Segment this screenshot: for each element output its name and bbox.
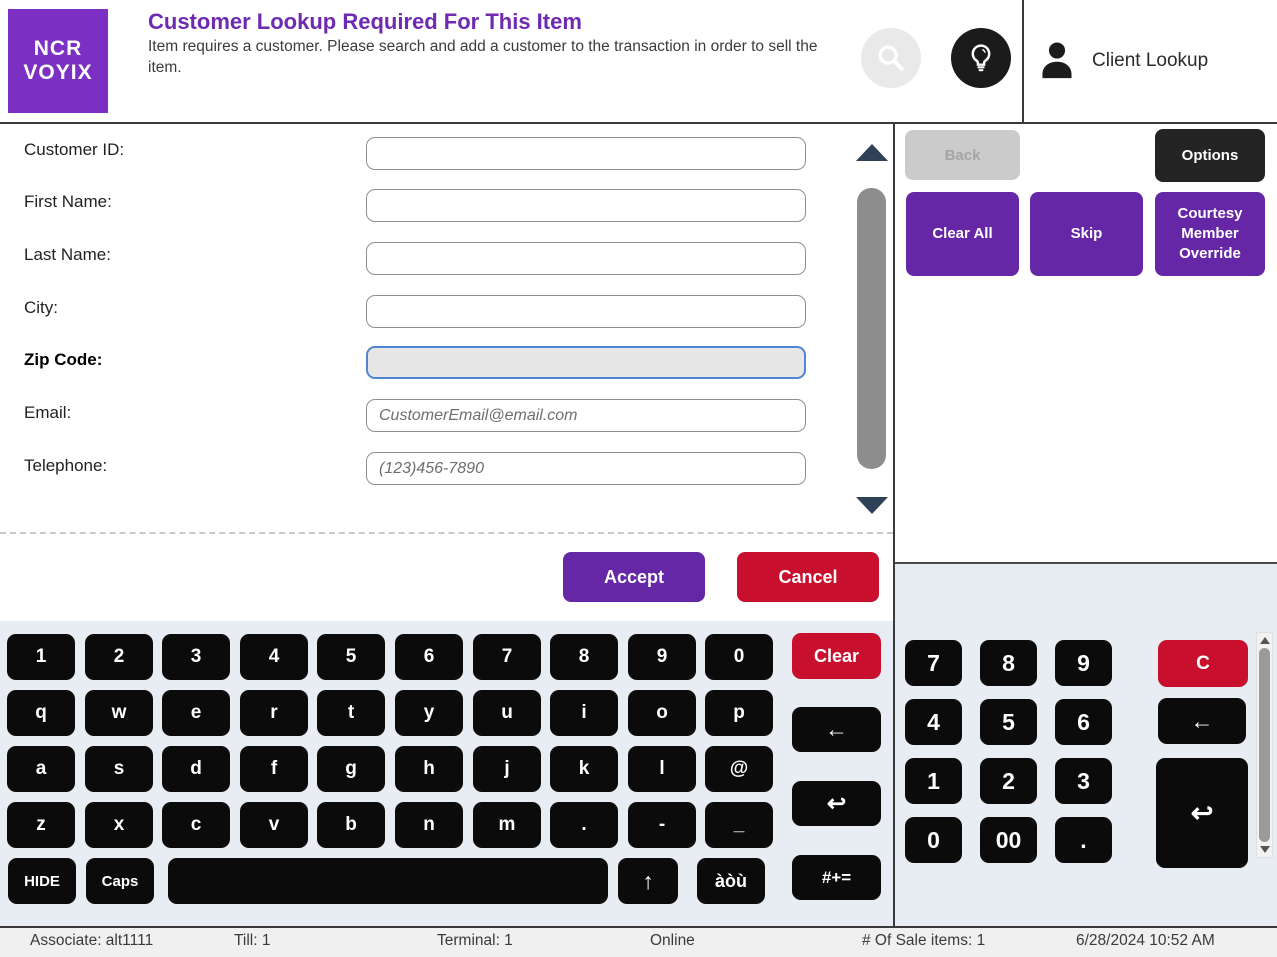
key-p[interactable]: p bbox=[705, 690, 773, 736]
keypad-key-6[interactable]: 6 bbox=[1055, 699, 1112, 745]
header-divider bbox=[1022, 0, 1024, 123]
scrollbar-up-icon[interactable] bbox=[1260, 637, 1270, 644]
key-r[interactable]: r bbox=[240, 690, 308, 736]
ncr-voyix-logo bbox=[8, 9, 108, 113]
shift-up-button[interactable]: ↑ bbox=[618, 858, 678, 904]
courtesy-member-override-button[interactable]: Courtesy Member Override bbox=[1155, 192, 1265, 276]
lightbulb-icon[interactable] bbox=[951, 28, 1011, 88]
keyboard-backspace-button[interactable]: ← bbox=[792, 707, 881, 752]
key-8[interactable]: 8 bbox=[550, 634, 618, 680]
keypad-key-8[interactable]: 8 bbox=[980, 640, 1037, 686]
last-name-label: Last Name: bbox=[24, 245, 111, 264]
key-v[interactable]: v bbox=[240, 802, 308, 848]
keypad-key-5[interactable]: 5 bbox=[980, 699, 1037, 745]
first-name-label: First Name: bbox=[24, 192, 112, 211]
scroll-up-arrow-icon[interactable] bbox=[856, 144, 888, 161]
skip-button[interactable]: Skip bbox=[1030, 192, 1143, 276]
key-h[interactable]: h bbox=[395, 746, 463, 792]
keypad-clear-button[interactable]: C bbox=[1158, 640, 1248, 687]
key-q[interactable]: q bbox=[7, 690, 75, 736]
key-e[interactable]: e bbox=[162, 690, 230, 736]
key-m[interactable]: m bbox=[473, 802, 541, 848]
scroll-down-arrow-icon[interactable] bbox=[856, 497, 888, 514]
key-0[interactable]: 0 bbox=[705, 634, 773, 680]
key-d[interactable]: d bbox=[162, 746, 230, 792]
key-b[interactable]: b bbox=[317, 802, 385, 848]
key-1[interactable]: 1 bbox=[7, 634, 75, 680]
city-label: City: bbox=[24, 298, 58, 317]
form-footer-separator bbox=[0, 532, 893, 534]
key-@[interactable]: @ bbox=[705, 746, 773, 792]
key-s[interactable]: s bbox=[85, 746, 153, 792]
email-input[interactable] bbox=[366, 399, 806, 432]
keypad-key-7[interactable]: 7 bbox=[905, 640, 962, 686]
keypad-scrollbar[interactable] bbox=[1256, 632, 1273, 858]
key-w[interactable]: w bbox=[85, 690, 153, 736]
key-x[interactable]: x bbox=[85, 802, 153, 848]
key-6[interactable]: 6 bbox=[395, 634, 463, 680]
keypad-key-9[interactable]: 9 bbox=[1055, 640, 1112, 686]
search-icon[interactable] bbox=[861, 28, 921, 88]
key-k[interactable]: k bbox=[550, 746, 618, 792]
key-7[interactable]: 7 bbox=[473, 634, 541, 680]
key-j[interactable]: j bbox=[473, 746, 541, 792]
key-.[interactable]: . bbox=[550, 802, 618, 848]
customer-id-input[interactable] bbox=[366, 137, 806, 170]
keypad-key-1[interactable]: 1 bbox=[905, 758, 962, 804]
telephone-label: Telephone: bbox=[24, 456, 108, 475]
status-datetime: 6/28/2024 10:52 AM bbox=[1076, 932, 1215, 949]
status-associate: Associate: alt1111 bbox=[30, 932, 154, 949]
key-3[interactable]: 3 bbox=[162, 634, 230, 680]
form-scrollbar-thumb[interactable] bbox=[857, 188, 886, 469]
keypad-key-3[interactable]: 3 bbox=[1055, 758, 1112, 804]
page-title: Customer Lookup Required For This Item bbox=[148, 9, 582, 34]
keyboard-symbols-button[interactable]: #+= bbox=[792, 855, 881, 900]
client-lookup-indicator[interactable] bbox=[1036, 33, 1208, 89]
key-_[interactable]: _ bbox=[705, 802, 773, 848]
city-input[interactable] bbox=[366, 295, 806, 328]
magnifier-glyph bbox=[874, 41, 908, 75]
keypad-scrollbar-thumb[interactable] bbox=[1259, 648, 1270, 842]
keyboard-clear-button[interactable]: Clear bbox=[792, 633, 881, 679]
zip-code-label: Zip Code: bbox=[24, 350, 103, 369]
keypad-key-00[interactable]: 00 bbox=[980, 817, 1037, 863]
key--[interactable]: - bbox=[628, 802, 696, 848]
key-u[interactable]: u bbox=[473, 690, 541, 736]
key-5[interactable]: 5 bbox=[317, 634, 385, 680]
last-name-input[interactable] bbox=[366, 242, 806, 275]
status-terminal: Terminal: 1 bbox=[437, 932, 513, 949]
keyboard-enter-button[interactable]: ↩ bbox=[792, 781, 881, 826]
cancel-button[interactable]: Cancel bbox=[737, 552, 879, 602]
vertical-divider bbox=[893, 124, 895, 928]
logo-line2: VOYIX bbox=[23, 61, 93, 84]
keypad-key-4[interactable]: 4 bbox=[905, 699, 962, 745]
telephone-input[interactable] bbox=[366, 452, 806, 485]
key-9[interactable]: 9 bbox=[628, 634, 696, 680]
key-o[interactable]: o bbox=[628, 690, 696, 736]
email-label: Email: bbox=[24, 403, 72, 422]
key-i[interactable]: i bbox=[550, 690, 618, 736]
key-2[interactable]: 2 bbox=[85, 634, 153, 680]
key-y[interactable]: y bbox=[395, 690, 463, 736]
status-sale-items: # Of Sale items: 1 bbox=[862, 932, 986, 949]
lightbulb-glyph bbox=[964, 41, 998, 75]
page-subtitle: Item requires a customer. Please search and add a customer to the transaction in order to sell the item. bbox=[148, 38, 818, 76]
space-bar[interactable] bbox=[168, 858, 608, 904]
client-lookup-label: Client Lookup bbox=[1092, 50, 1209, 71]
key-4[interactable]: 4 bbox=[240, 634, 308, 680]
side-panel-divider bbox=[895, 562, 1277, 564]
accept-button[interactable]: Accept bbox=[563, 552, 705, 602]
key-z[interactable]: z bbox=[7, 802, 75, 848]
keypad-key-.[interactable]: . bbox=[1055, 817, 1112, 863]
keypad-key-0[interactable]: 0 bbox=[905, 817, 962, 863]
key-f[interactable]: f bbox=[240, 746, 308, 792]
key-g[interactable]: g bbox=[317, 746, 385, 792]
caps-lock-button[interactable]: Caps bbox=[86, 858, 154, 904]
key-n[interactable]: n bbox=[395, 802, 463, 848]
key-c[interactable]: c bbox=[162, 802, 230, 848]
logo-line1: NCR bbox=[33, 36, 83, 60]
key-a[interactable]: a bbox=[7, 746, 75, 792]
zip-code-input[interactable] bbox=[366, 346, 806, 379]
status-online: Online bbox=[650, 932, 695, 949]
accent-keys-button[interactable]: àòù bbox=[697, 858, 765, 904]
clear-all-button[interactable]: Clear All bbox=[906, 192, 1019, 276]
hide-keyboard-button[interactable]: HIDE bbox=[8, 858, 76, 904]
back-button[interactable]: Back bbox=[905, 130, 1020, 180]
options-button[interactable]: Options bbox=[1155, 129, 1265, 182]
first-name-input[interactable] bbox=[366, 189, 806, 222]
keypad-key-2[interactable]: 2 bbox=[980, 758, 1037, 804]
person-icon bbox=[1036, 38, 1078, 84]
status-till: Till: 1 bbox=[234, 932, 271, 949]
header-bottom-border bbox=[0, 122, 1277, 124]
key-t[interactable]: t bbox=[317, 690, 385, 736]
key-l[interactable]: l bbox=[628, 746, 696, 792]
keypad-backspace-button[interactable]: ← bbox=[1158, 698, 1246, 744]
keypad-panel bbox=[895, 564, 1277, 926]
status-bar bbox=[0, 928, 1277, 957]
keypad-enter-button[interactable]: ↩ bbox=[1156, 758, 1248, 868]
customer-id-label: Customer ID: bbox=[24, 140, 125, 159]
scrollbar-down-icon[interactable] bbox=[1260, 846, 1270, 853]
